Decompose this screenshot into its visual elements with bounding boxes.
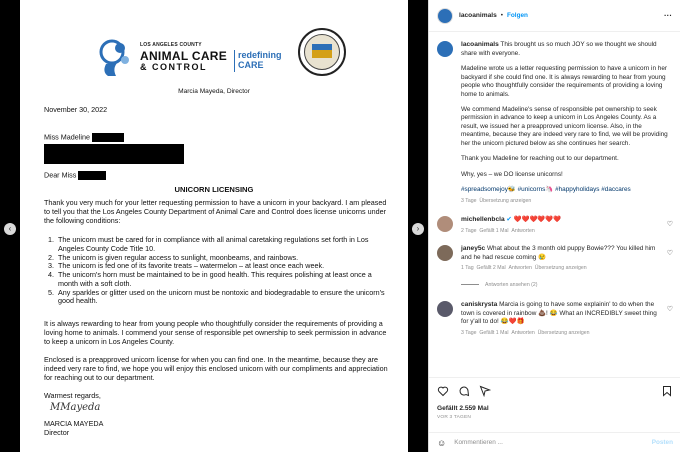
- comment-username[interactable]: janey5c: [461, 245, 486, 253]
- more-options-icon[interactable]: ···: [664, 11, 672, 20]
- org-name-line1: ANIMAL CARE: [140, 49, 228, 63]
- condition-item: 1. The unicorn must be cared for in compliance with all animal caretaking regulations set forth in Los Angeles County Code Title 10.: [48, 235, 369, 253]
- comment-username[interactable]: caniskrysta: [461, 300, 498, 308]
- signer-title: Director: [44, 428, 70, 437]
- translate-link[interactable]: Übersetzung anzeigen: [537, 329, 590, 336]
- comment-icon[interactable]: [458, 385, 470, 397]
- reply-button[interactable]: Antworten: [511, 329, 535, 336]
- reply-button[interactable]: Antworten: [511, 228, 535, 235]
- post-header: lacoanimals • Folgen ···: [429, 0, 680, 32]
- letter-subject: UNICORN LICENSING: [174, 185, 254, 194]
- like-comment-icon[interactable]: ♡: [666, 250, 673, 258]
- avatar[interactable]: [437, 8, 453, 24]
- caption-username[interactable]: lacoanimals: [461, 41, 499, 48]
- comment: caniskrysta Marcia is going to have some explainin' to do when the town is covered in rainbow 💩! 😂 What an INCREDIBLY sweet thing for y'all to do! 😂❤️🎁 3 Tage Gefällt 1 Mal Antworten Übersetzung anzeigen ♡: [429, 301, 680, 336]
- header-username[interactable]: lacoanimals: [459, 12, 497, 19]
- comment: michellenbcla ✔ ❤️❤️❤️❤️❤️❤️ 2 Tage Gefällt 1 Mal Antworten ♡: [429, 216, 680, 235]
- action-bar: [429, 377, 680, 420]
- reply-button[interactable]: Antworten: [508, 265, 532, 272]
- comment-likes[interactable]: Gefällt 2 Mal: [476, 265, 506, 272]
- letter-intro: Thank you very much for your letter requesting permission to have a unicorn in your backyard. I am pleased to tell you that the Los Angeles County Department of Animal Care and Control does license unicorns under the following conditions:: [44, 198, 387, 225]
- letter-document: [20, 0, 408, 452]
- like-comment-icon[interactable]: ♡: [666, 305, 673, 313]
- caption-p2: We commend Madeline's sense of responsible pet ownership to seek permission in advance to keep a unicorn in Los Angeles County. As a result, we issued her a preapproved unicorn license. Also, in the meantime, because they are indeed very rare to find, we will be providing her the unicorn pictured below as she continues her search.: [461, 105, 668, 147]
- paw-logo-icon: [98, 38, 134, 78]
- translate-link[interactable]: Übersetzung anzeigen: [534, 265, 587, 272]
- org-name-line2: & CONTROL: [140, 62, 207, 72]
- comment-text: What about the 3 month old puppy Bowie??? You killed him and he had rescue coming 😢: [461, 245, 656, 261]
- letter-date: November 30, 2022: [44, 105, 108, 114]
- comment-input[interactable]: Kommentieren ...: [454, 439, 503, 446]
- comment-username[interactable]: michellenbcla: [461, 216, 505, 224]
- redaction: [78, 171, 106, 180]
- letterhead-divider: [234, 50, 235, 72]
- letter-para3: Enclosed is a preapproved unicorn license for when you can find one. In the meantime, because they are indeed very rare to find, we hope you will enjoy this enclosed unicorn with our compliments and appreciation for reaching out to our department.: [44, 355, 388, 382]
- signature: MMayeda: [50, 402, 101, 413]
- letter-salutation: Dear Miss: [44, 171, 106, 180]
- comments-scroll[interactable]: [429, 32, 680, 377]
- condition-item: 5. Any sparkles or glitter used on the unicorn must be nontoxic and biodegradable to ensure the unicorn's good health.: [48, 287, 385, 306]
- director-header: Marcia Mayeda, Director: [178, 88, 250, 95]
- translate-link[interactable]: Übersetzung anzeigen: [479, 197, 532, 204]
- bookmark-icon[interactable]: [661, 385, 673, 397]
- address-redaction: [44, 144, 184, 164]
- caption-hashtags[interactable]: #spreadsomejoy🐝 #unicorns🦄 #happyholidays #daccares: [461, 186, 631, 194]
- like-count[interactable]: Gefällt 2.559 Mal: [437, 405, 489, 412]
- emoji-icon[interactable]: ☺: [437, 437, 447, 448]
- conditions-list: [44, 236, 392, 306]
- prev-image-button[interactable]: ‹: [4, 223, 16, 235]
- follow-button[interactable]: Folgen: [507, 12, 528, 19]
- comment-likes[interactable]: Gefällt 1 Mal: [479, 329, 509, 336]
- heart-icon[interactable]: [437, 385, 449, 397]
- add-comment-bar: [429, 432, 680, 452]
- org-county: LOS ANGELES COUNTY: [140, 42, 202, 48]
- comment-likes[interactable]: Gefällt 1 Mal: [479, 228, 509, 235]
- caption-p3: Thank you Madeline for reaching out to our department.: [461, 155, 619, 163]
- tagline: redefining CARE: [238, 50, 282, 71]
- comment-text: ❤️❤️❤️❤️❤️❤️: [513, 216, 562, 224]
- condition-item: 4. The unicorn's horn must be maintained to be in good health. This requires polishing at least once a month with a soft cloth.: [48, 270, 372, 288]
- letter-recipient: Miss Madeline: [44, 133, 124, 142]
- signer-name: MARCIA MAYEDA: [44, 419, 104, 428]
- letterhead: [98, 36, 338, 84]
- comment: janey5c What about the 3 month old puppy Bowie??? You killed him and he had rescue coming 😢 1 Tag Gefällt 2 Mal Antworten Übersetzung anzeigen Antworten ansehen (2) ♡: [429, 245, 680, 289]
- avatar[interactable]: [437, 41, 453, 57]
- post-date: VOR 3 TAGEN: [437, 415, 472, 420]
- post-comment-button[interactable]: Posten: [651, 439, 673, 446]
- county-seal: [298, 28, 346, 76]
- caption-lead: This brought us so much JOY so we thought we should share with everyone.: [461, 41, 657, 57]
- caption-p1: Madeline wrote us a letter requesting permission to have a unicorn in her backyard if she could find one. It is always rewarding to hear from young people who thoughtfully consider the requirements of providing a loving home to animals.: [461, 65, 668, 98]
- avatar[interactable]: [437, 301, 453, 317]
- view-replies-button[interactable]: Antworten ansehen (2): [461, 282, 661, 289]
- verified-icon: ✔: [506, 216, 512, 224]
- like-comment-icon[interactable]: ♡: [666, 221, 673, 229]
- avatar[interactable]: [437, 245, 453, 261]
- comment-text: Marcia is going to have some explainin' to do when the town is covered in rainbow 💩! 😂 What an INCREDIBLY sweet thing for y'all to do! 😂❤️🎁: [461, 300, 657, 326]
- letter-closing: Warmest regards,: [44, 391, 101, 400]
- letter-para2: It is always rewarding to hear from young people who thoughtfully consider the requirements of providing a loving home to animals. I commend your sense of responsible pet ownership to seek permission in advance to keep a unicorn in Los Angeles County.: [44, 319, 387, 346]
- condition-item: 3. The unicorn is fed one of its favorite treats – watermelon – at least once each week.: [48, 261, 325, 271]
- avatar[interactable]: [437, 216, 453, 232]
- post-sidebar: [428, 0, 680, 452]
- condition-item: 2. The unicorn is given regular access to sunlight, moonbeams, and rainbows.: [48, 252, 299, 262]
- caption-p4: Why, yes – we DO license unicorns!: [461, 170, 563, 178]
- share-icon[interactable]: [479, 385, 491, 397]
- caption: lacoanimals This brought us so much JOY so we thought we should share with everyone. Madeline wrote us a letter requesting permission to have a unicorn in her backyard if she could find one. It is always rewarding to hear from young people who thoughtfully consider the requirements of providing a loving home to animals. We commend Madeline's sense of responsible pet ownership to seek permission in advance to keep a unicorn in Los Angeles County. As a result, we issued her a preapproved unicorn license. Also, in the meantime, because they are indeed very rare to find, we will be providing her the unicorn pictured below as she continues her search. Thank you Madeline for reaching out to our department. Why, yes – we DO license unicorns! #spreadsomejoy🐝 #unicorns🦄 #happyholidays #daccares 3 Tage Übersetzung anzeigen: [429, 32, 680, 204]
- next-image-button[interactable]: ›: [412, 223, 424, 235]
- redaction: [92, 133, 124, 142]
